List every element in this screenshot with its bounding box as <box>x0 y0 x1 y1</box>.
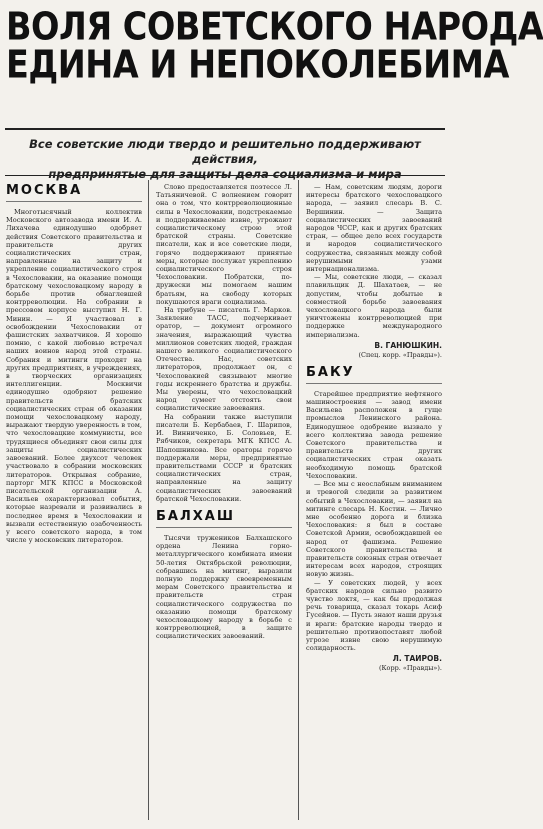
column-middle <box>156 183 292 641</box>
article-text-balkhash-1: Тысячи тружеников Балхашского ордена Ленина горно-металлургического комбината имени 50-летия Октябрьской революции, собравшись на митинг, выразили полную поддержку своевременным мерам Советского правительства и правительств стран социалистического содружества по оказанию помощи братскому чехословацкому народу в борьбе с контрреволюцией, в защите социалистических завоеваний. <box>156 533 292 641</box>
column-divider <box>298 180 299 820</box>
signature-tairov-role: (Корр. «Правды»). <box>378 664 442 673</box>
headline-rule <box>5 128 445 130</box>
article-text-moscow-cont-2: На трибуне — писатель Г. Марков. Заявление ТАСС, подчеркивает оратор, — документ огромного значения, выражающий чувства миллионов советских людей, граждан нашего великого социалистического Отечества. Нас, советских литераторов, продолжает он, с Чехословакией связывают многие годы искреннего братства и дружбы. Мы уверены, что чехословацкий народ сумеет отстоять свои социалистические завоевания. <box>156 306 292 413</box>
article-text-moscow-cont-3: На собрании также выступили писатели Б. Кербабаев, Г. Шарипов, И. Винниченко, Б. Соловьев, Е. Рябчиков, секретарь МГК КПСС А. Шапошникова. Все ораторы горячо поддержали меры, предпринятые правительствами СССР и братских социалистических стран, направленные на защиту социалистических завоеваний братской Чехословакии. <box>156 412 292 503</box>
subheadline-line-1: Все советские люди твердо и решительно поддерживают действия, <box>29 137 421 166</box>
city-heading-baku: БАКУ <box>306 365 442 384</box>
signature-ganyushkin-role: (Спец. корр. «Правды»). <box>358 350 442 359</box>
city-heading-moscow: МОСКВА <box>6 183 142 202</box>
article-text-moscow-cont-1: Слово предоставляется поэтессе Л. Татьяничевой. С волнением говорит она о том, что контрреволюционные силы в Чехословакии, подстрекаемые и поддерживаемые извне, угрожают социалистическому строю этой братской страны. Советские писатели, как и все советские люди, горячо поддерживают принятые меры, которые послужат укреплению социалистического строя Чехословакии. Побратски, по-дружески мы помогаем нашим братьям, на свободу которых покушаются враги социализма. <box>156 183 292 306</box>
article-text-baku-1: Старейшее предприятие нефтяного машиностроения — завод имени Васильева расположен в гуще промыслов Ленинского района. Единодушное одобрение вызвало у всего коллектива завода решение Советского правительства и правительств других социалистических стран оказать необходимую помощь братской Чехословакии. <box>306 389 442 480</box>
headline <box>6 3 543 87</box>
headline-line-1: ВОЛЯ СОВЕТСКОГО НАРОДА <box>6 3 543 49</box>
column-divider <box>148 180 149 820</box>
column-moscow <box>6 183 142 544</box>
headline-line-2: ЕДИНА И НЕПОКОЛЕБИМА <box>6 42 509 87</box>
subheadline-line-2: предпринятые для защиты дела социализма и мира <box>48 167 402 181</box>
subheadline-rule <box>5 175 445 176</box>
article-text-moscow: Многотысячный коллектив Московского автозавода имени И. А. Лихачева единодушно одобряет действия Советского правительства и правительств других социалистических стран, направленные на защиту и укрепление социалистического строя в Чехословакии, на оказание помощи братскому чехословацкому народу в борьбе против обнаглевшей контрреволюции. На собрании в прессовом корпусе выступил Н. Г. Минин. — Я участвовал в освобождении Чехословакии от фашистских захватчиков. Я хорошо помню, с какой любовью встречал наших воинов народ этой страны. Собрания и митинги проходят на других предприятиях, в учреждениях, в творческих организациях интеллигенции. Москвичи единодушно одобряют решение правительств братских социалистических стран об оказании помощи чехословацкому народу, выражают твердую уверенность в том, что чехословацкие коммунисты, все трудящиеся объединят свои силы для защиты социалистических завоеваний. Более двухсот человек участвовало в собрании московских литераторов. Открывая собрание, парторг МГК КПСС в Московской писательской организации А. Васильев охарактеризовал события, которые назревали и развивались в последнее время в Чехословакии и вызвали естественную озабоченность у всего советского народа, в том числе у московских литераторов. <box>6 208 142 545</box>
article-text-balkhash-2: — Нам, советским людям, дороги интересы братского чехословацкого народа, — заявил слесарь В. С. Вершинин. — Защита социалистических завоеваний народов ЧССР, как и других братских стран, — общее дело всех государств и народов социалистического содружества, связанных между собой нерушимыми узами интернационализма. <box>306 183 442 274</box>
article-text-baku-3: — У советских людей, у всех братских народов сильно развито чувство локтя, — как бы продолжая речь товарища, сказал токарь Асиф Гусейнов. — Пусть знают наши друзья и враги: братские народы твердо и решительно противопоставят любой угрозе извне свою нерушимую солидарность. <box>306 578 442 653</box>
signature-tairov: Л. ТАИРОВ. <box>392 654 442 664</box>
signature-ganyushkin: В. ГАНЮШКИН. <box>374 340 442 350</box>
article-text-balkhash-3: — Мы, советские люди, — сказал плавильщик Д. Шахатаев, — не допустим, чтобы добытые в совместной борьбе завоевания чехословацкого народа были уничтожены контрреволюцией при поддержке международного империализма. <box>306 273 442 339</box>
column-right <box>306 183 442 672</box>
article-text-baku-2: — Все мы с неослабным вниманием и тревогой следили за развитием событий в Чехословакии, — заявил на митинге слесарь Н. Костин. — Лично мне особенно дорога и близка Чехословакия: я был в составе Советской Армии, освобождавшей ее народ от фашизма. Решение Советского правительства и правительств союзных стран отвечает интересам всех народов, строящих новую жизнь. <box>306 480 442 579</box>
city-heading-balkhash: БАЛХАШ <box>156 509 292 528</box>
